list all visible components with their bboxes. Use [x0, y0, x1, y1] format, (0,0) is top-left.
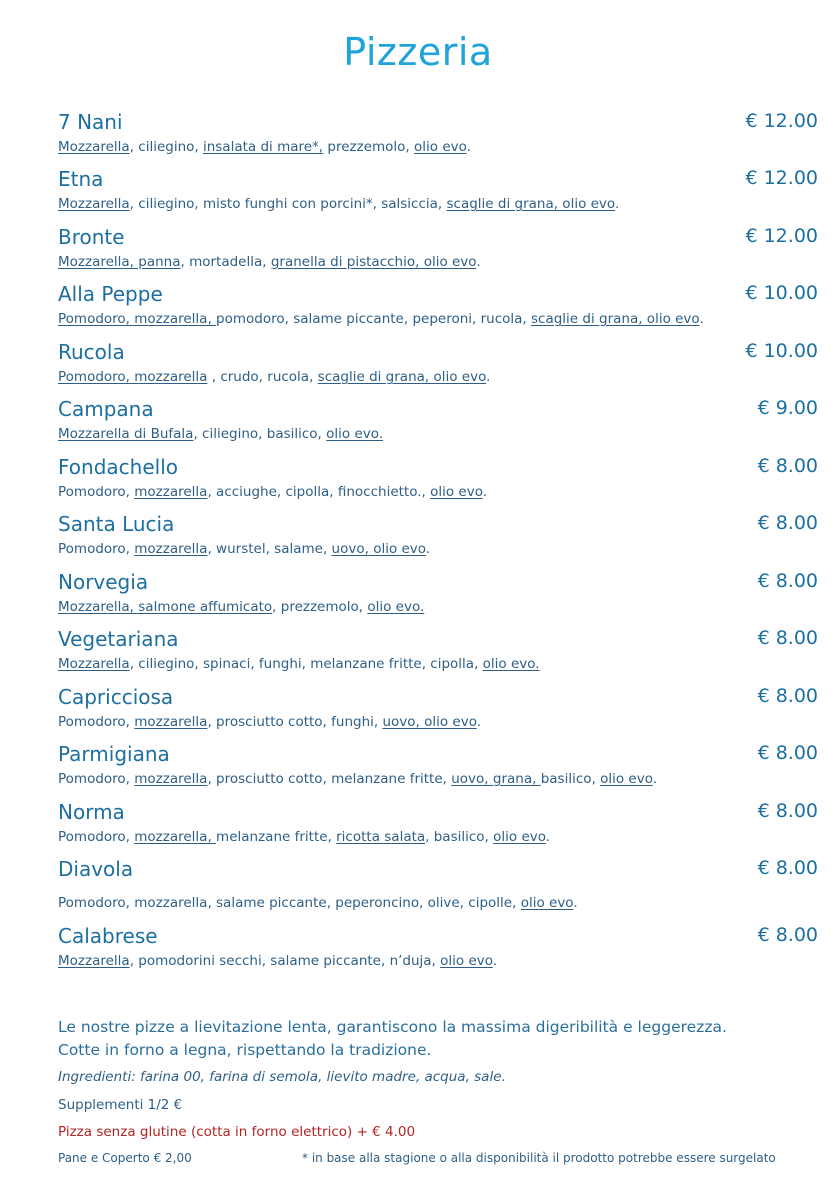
ingredient-highlight: uovo, grana,: [451, 771, 541, 787]
ingredient-highlight: mozzarella: [134, 714, 208, 730]
pizza-price: € 8.00: [757, 924, 818, 946]
ingredient-text: , prosciutto cotto, melanzane fritte,: [207, 771, 452, 787]
menu-item: [58, 924, 818, 972]
pizza-price: € 8.00: [757, 570, 818, 592]
pizza-ingredients: [58, 895, 578, 911]
ingredient-highlight: mozzarella,: [134, 829, 217, 845]
ingredient-highlight: Mozzarella, salmone affumicato: [58, 599, 273, 615]
ingredient-text: .: [699, 311, 704, 327]
ingredient-highlight: mozzarella: [134, 484, 208, 500]
ingredient-highlight: uovo, olio evo: [382, 714, 477, 730]
ingredient-text: .: [614, 196, 620, 212]
ingredient-highlight: olio evo.: [367, 599, 425, 615]
menu-item: [58, 167, 818, 215]
pizza-name: Diavola: [58, 857, 134, 881]
pizza-price: € 8.00: [757, 512, 818, 534]
ingredient-highlight: scaglie di grana, olio evo: [446, 196, 615, 212]
ingredient-text: , pomodorini secchi, salame piccante, n’duja,: [129, 953, 441, 969]
ingredient-text: , wurstel, salame,: [207, 541, 332, 557]
ingredient-highlight: Pomodoro, mozzarella: [58, 369, 208, 385]
pizza-ingredients: [58, 311, 704, 327]
ingredient-highlight: uovo, olio evo: [331, 541, 426, 557]
note-cover-charge: Pane e Coperto € 2,00: [58, 1151, 192, 1165]
ingredient-text: , ciliegino, misto funghi con porcini*, salsiccia,: [129, 196, 447, 212]
ingredient-highlight: olio evo: [430, 484, 483, 500]
menu-item: [58, 282, 818, 330]
pizza-ingredients: [58, 714, 481, 730]
ingredient-text: Pomodoro,: [58, 714, 135, 730]
menu-item: [58, 685, 818, 733]
pizza-name: Bronte: [58, 225, 125, 249]
ingredient-text: , acciughe, cipolla, finocchietto.,: [207, 484, 431, 500]
ingredient-text: .: [492, 953, 498, 969]
pizza-price: € 9.00: [757, 397, 818, 419]
ingredient-highlight: Mozzarella: [58, 196, 130, 212]
pizza-ingredients: [58, 139, 471, 155]
ingredient-text: Pomodoro,: [58, 541, 135, 557]
pizza-name: Santa Lucia: [58, 512, 175, 536]
ingredient-text: Pomodoro,: [58, 829, 135, 845]
note-ingredients: Ingredienti: farina 00, farina di semola, lievito madre, acqua, sale.: [58, 1069, 506, 1085]
ingredient-text: .: [573, 895, 578, 911]
ingredient-text: basilico,: [540, 771, 601, 787]
menu-item: [58, 110, 818, 158]
pizza-ingredients: [58, 953, 497, 969]
ingredient-highlight: mozzarella: [134, 541, 208, 557]
ingredient-text: Pomodoro, mozzarella, salame piccante, peperoncino, olive, cipolle,: [58, 895, 521, 911]
ingredient-text: melanzane fritte,: [216, 829, 337, 845]
ingredient-highlight: mozzarella: [134, 771, 208, 787]
ingredient-highlight: olio evo: [440, 953, 493, 969]
ingredient-highlight: Mozzarella, panna: [58, 254, 181, 270]
pizza-name: Calabrese: [58, 924, 158, 948]
pizza-price: € 12.00: [745, 225, 818, 247]
pizza-ingredients: [58, 426, 383, 442]
pizza-ingredients: [58, 484, 487, 500]
pizza-name: Campana: [58, 397, 154, 421]
ingredient-text: , mortadella,: [180, 254, 271, 270]
pizza-name: Capricciosa: [58, 685, 174, 709]
pizza-ingredients: [58, 254, 481, 270]
menu-item: [58, 225, 818, 273]
pizza-name: Fondachello: [58, 455, 178, 479]
ingredient-highlight: olio evo: [520, 895, 574, 911]
ingredient-text: .: [545, 829, 551, 845]
ingredient-text: , crudo, rucola,: [207, 369, 318, 385]
ingredient-text: .: [482, 484, 488, 500]
ingredient-text: .: [425, 541, 431, 557]
ingredient-text: , basilico,: [425, 829, 494, 845]
ingredient-highlight: insalata di mare*,: [202, 139, 324, 155]
menu-item: [58, 570, 818, 618]
pizza-price: € 12.00: [745, 110, 818, 132]
ingredient-text: .: [652, 771, 658, 787]
pizza-price: € 8.00: [757, 742, 818, 764]
note-slow-rise: Le nostre pizze a lievitazione lenta, garantiscono la massima digeribilità e leggerezza.: [58, 1018, 727, 1036]
ingredient-text: , prezzemolo,: [272, 599, 368, 615]
ingredient-highlight: Mozzarella: [58, 139, 130, 155]
note-supplements: Supplementi 1/2 €: [58, 1097, 183, 1113]
pizza-price: € 8.00: [757, 857, 818, 879]
ingredient-text: prezzemolo,: [323, 139, 415, 155]
pizza-name: Etna: [58, 167, 104, 191]
ingredient-text: .: [486, 369, 491, 385]
pizza-price: € 8.00: [757, 685, 818, 707]
menu-item: [58, 627, 818, 675]
menu-item: [58, 455, 818, 503]
ingredient-highlight: ricotta salata: [336, 829, 426, 845]
pizza-price: € 8.00: [757, 455, 818, 477]
ingredient-highlight: olio evo: [600, 771, 653, 787]
ingredient-highlight: Mozzarella di Bufala: [58, 426, 194, 442]
menu-item: [58, 397, 818, 445]
ingredient-text: Pomodoro,: [58, 484, 135, 500]
menu-item: [58, 512, 818, 560]
ingredient-highlight: Mozzarella: [58, 953, 130, 969]
ingredient-highlight: olio evo.: [326, 426, 384, 442]
menu-item: [58, 857, 818, 911]
pizza-price: € 10.00: [745, 340, 818, 362]
menu-item: [58, 742, 818, 790]
note-gluten-free: Pizza senza glutine (cotta in forno elettrico) + € 4.00: [58, 1124, 416, 1140]
ingredient-text: .: [476, 714, 482, 730]
ingredient-highlight: granella di pistacchio, olio evo: [270, 254, 477, 270]
pizza-ingredients: [58, 369, 490, 385]
pizza-name: Alla Peppe: [58, 282, 163, 306]
ingredient-highlight: olio evo: [493, 829, 546, 845]
pizza-ingredients: [58, 541, 430, 557]
menu-item: [58, 340, 818, 388]
pizza-price: € 10.00: [745, 282, 818, 304]
ingredient-highlight: Pomodoro, mozzarella,: [58, 311, 217, 327]
pizza-name: Norma: [58, 800, 125, 824]
pizza-ingredients: [58, 656, 540, 672]
ingredient-highlight: Mozzarella: [58, 656, 130, 672]
pizza-name: 7 Nani: [58, 110, 123, 134]
ingredient-text: , prosciutto cotto, funghi,: [207, 714, 383, 730]
ingredient-text: pomodoro, salame piccante, peperoni, rucola,: [216, 311, 531, 327]
pizza-price: € 8.00: [757, 800, 818, 822]
ingredient-text: , ciliegino, basilico,: [193, 426, 327, 442]
ingredient-highlight: olio evo.: [482, 656, 540, 672]
ingredient-text: , ciliegino, spinaci, funghi, melanzane fritte, cipolla,: [129, 656, 483, 672]
note-disclaimer: * in base alla stagione o alla disponibilità il prodotto potrebbe essere surgelato: [302, 1151, 776, 1165]
pizza-name: Rucola: [58, 340, 125, 364]
pizza-price: € 12.00: [745, 167, 818, 189]
page-title: Pizzeria: [343, 30, 493, 74]
pizza-price: € 8.00: [757, 627, 818, 649]
ingredient-highlight: olio evo: [414, 139, 467, 155]
ingredient-text: .: [476, 254, 481, 270]
pizza-ingredients: [58, 196, 619, 212]
ingredient-text: Pomodoro,: [58, 771, 135, 787]
ingredient-highlight: scaglie di grana, olio evo: [531, 311, 700, 327]
pizza-name: Parmigiana: [58, 742, 170, 766]
ingredient-highlight: scaglie di grana, olio evo: [317, 369, 487, 385]
pizza-name: Norvegia: [58, 570, 149, 594]
pizza-ingredients: [58, 599, 424, 615]
note-wood-oven: Cotte in forno a legna, rispettando la tradizione.: [58, 1041, 432, 1059]
pizza-name: Vegetariana: [58, 627, 179, 651]
pizza-ingredients: [58, 771, 657, 787]
menu-item: [58, 800, 818, 848]
ingredient-text: .: [466, 139, 471, 155]
ingredient-text: , ciliegino,: [129, 139, 203, 155]
pizza-ingredients: [58, 829, 550, 845]
